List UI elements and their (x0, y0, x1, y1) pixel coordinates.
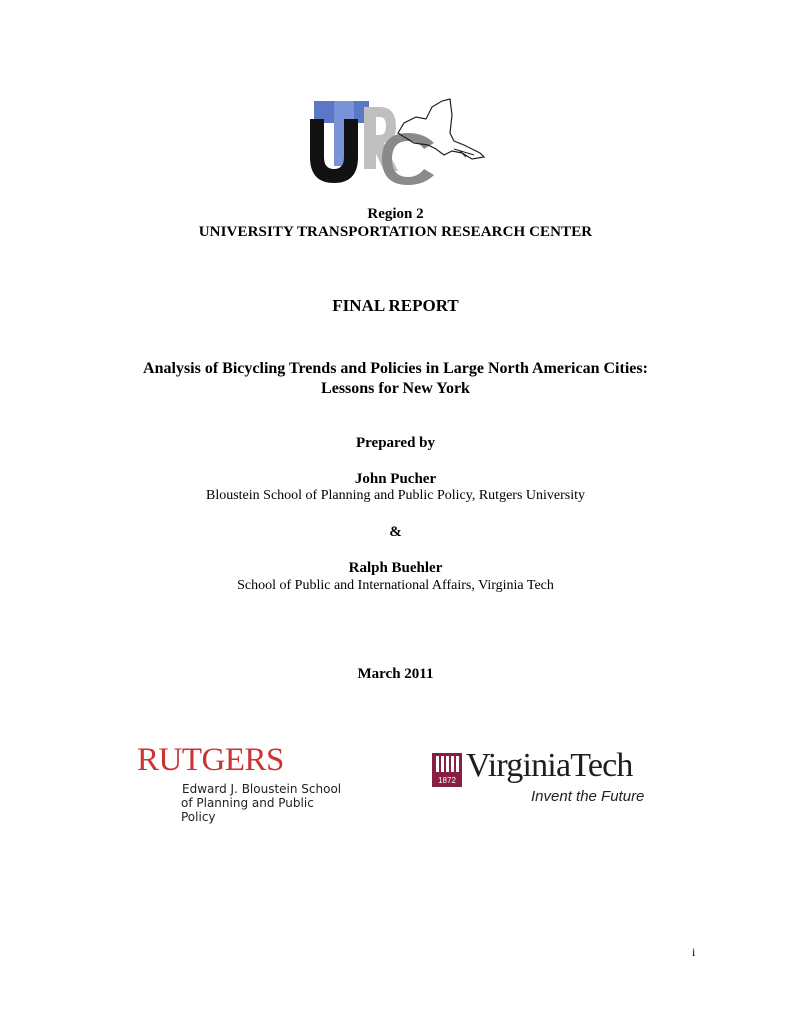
rutgers-logo (137, 742, 347, 824)
author2-name: Ralph Buehler (348, 560, 443, 576)
report-title-line2: Lessons for New York (321, 380, 470, 397)
rutgers-subtitle-line2: of Planning and Public Policy (181, 796, 314, 824)
virginia-tech-logo (432, 748, 672, 808)
author1-name: John Pucher (354, 471, 437, 487)
vt-wordmark: VirginiaTech (466, 747, 633, 784)
vt-tagline: Invent the Future (531, 788, 645, 805)
prepared-by-label: Prepared by (355, 435, 436, 451)
utrc-logo (304, 93, 490, 185)
report-type: FINAL REPORT (332, 296, 459, 315)
vt-shield-icon (432, 753, 462, 787)
page-number: i (692, 945, 696, 959)
ampersand: & (389, 524, 402, 540)
rutgers-subtitle-line1: Edward J. Bloustein School (182, 782, 342, 796)
author2-affiliation: School of Public and International Affairs, Virginia Tech (237, 578, 554, 593)
report-date: March 2011 (357, 666, 434, 682)
center-name: UNIVERSITY TRANSPORTATION RESEARCH CENTER (198, 224, 593, 240)
region-label: Region 2 (367, 206, 424, 222)
rutgers-wordmark: RUTGERS (137, 742, 284, 778)
author1-affiliation: Bloustein School of Planning and Public Policy, Rutgers University (205, 488, 586, 503)
report-title-line1: Analysis of Bicycling Trends and Policies in Large North American Cities: (143, 360, 648, 377)
vt-year: 1872 (438, 776, 456, 785)
